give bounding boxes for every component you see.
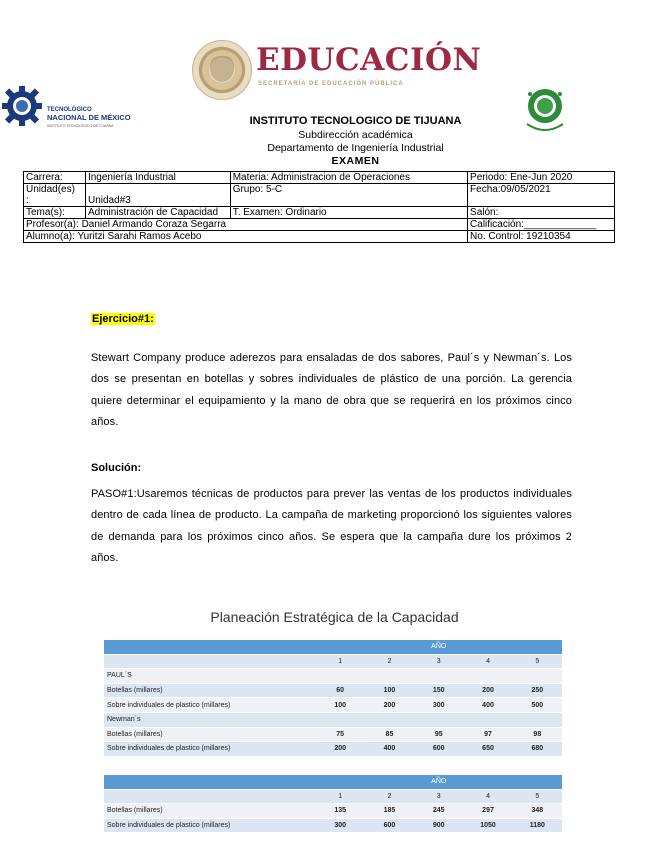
capacity-table-title: Planeación Estratégica de la Capacidad bbox=[210, 609, 459, 625]
table-cell: 85 bbox=[365, 727, 414, 742]
subdirection: Subdirección académica bbox=[298, 129, 413, 141]
alumno-value: Alumno(a): Yuritzi Sarahi Ramos Acebo bbox=[24, 231, 468, 243]
table-cell: 500 bbox=[513, 698, 562, 713]
table-row bbox=[104, 727, 562, 742]
periodo-value: Periodo: Ene-Jun 2020 bbox=[468, 172, 615, 184]
table-row bbox=[104, 804, 562, 819]
table-cell: 150 bbox=[414, 683, 463, 698]
table-cell bbox=[316, 669, 365, 684]
table-cell: 100 bbox=[316, 698, 365, 713]
table-row bbox=[104, 683, 562, 698]
table-cell: 185 bbox=[365, 804, 414, 819]
table-cell: 98 bbox=[513, 727, 562, 742]
table-cell bbox=[316, 712, 365, 727]
table-cell: 1050 bbox=[463, 818, 512, 833]
table-row bbox=[104, 818, 562, 833]
table-cell: 400 bbox=[463, 698, 512, 713]
year-cell: 2 bbox=[365, 789, 414, 804]
table-cell bbox=[414, 669, 463, 684]
unidad-value: Unidad#3 bbox=[85, 184, 230, 207]
table-row bbox=[24, 207, 615, 219]
year-row bbox=[104, 789, 562, 804]
row-label: PAUL´S bbox=[104, 669, 316, 684]
table-cell: 200 bbox=[316, 742, 365, 757]
fecha-value: Fecha:09/05/2021 bbox=[468, 184, 615, 207]
row-label: Newman´s bbox=[104, 712, 316, 727]
table-header-row bbox=[104, 640, 562, 654]
table-cell: 1180 bbox=[513, 818, 562, 833]
table-row bbox=[104, 698, 562, 713]
table-cell: 650 bbox=[463, 742, 512, 757]
table-cell: 97 bbox=[463, 727, 512, 742]
year-cell: 5 bbox=[513, 789, 562, 804]
row-label: Sobre individuales de plastico (millares) bbox=[104, 742, 316, 757]
year-cell: 4 bbox=[463, 789, 512, 804]
row-label: Sobre individuales de plastico (millares) bbox=[104, 818, 316, 833]
table-row bbox=[104, 712, 562, 727]
table-cell: 300 bbox=[316, 818, 365, 833]
solution-paragraph: PASO#1:Usaremos técnicas de productos para prever las ventas de los productos individuales dentro de cada línea de producto. La campaña de marketing proporcionó los siguientes valores de demanda para los próximos cinco años. Se espera que la campaña dure los próximos 2 años. bbox=[91, 488, 572, 564]
table-cell: 600 bbox=[365, 818, 414, 833]
table-row bbox=[24, 219, 615, 231]
row-label: Botellas (millares) bbox=[104, 804, 316, 819]
year-header: AÑO bbox=[316, 640, 562, 654]
grupo-value: Grupo: 5-C bbox=[230, 184, 467, 207]
year-cell: 3 bbox=[414, 789, 463, 804]
table-cell bbox=[414, 712, 463, 727]
sep-seal-logo bbox=[192, 40, 252, 100]
table-cell bbox=[365, 669, 414, 684]
capacity-table-totals bbox=[104, 775, 562, 833]
tipo-examen-value: T. Examen: Ordinario bbox=[230, 207, 467, 219]
calificacion-value: Calificación:_____________ bbox=[468, 219, 615, 231]
table-cell bbox=[513, 712, 562, 727]
tema-value: Administración de Capacidad bbox=[85, 207, 230, 219]
table-cell: 600 bbox=[414, 742, 463, 757]
unidad-label: Unidad(es) : bbox=[24, 184, 86, 207]
table-cell: 60 bbox=[316, 683, 365, 698]
row-label: Sobre individuales de plastico (millares) bbox=[104, 698, 316, 713]
table-cell: 200 bbox=[365, 698, 414, 713]
capacity-table-products bbox=[104, 640, 562, 757]
tema-label: Tema(s): bbox=[24, 207, 86, 219]
institute-name: INSTITUTO TECNOLOGICO DE TIJUANA bbox=[249, 115, 462, 127]
table-cell: 250 bbox=[513, 683, 562, 698]
brand-subtitle: SECRETARÍA DE EDUCACIÓN PÚBLICA bbox=[258, 81, 404, 87]
year-cell: 3 bbox=[414, 654, 463, 669]
table-cell: 300 bbox=[414, 698, 463, 713]
table-row bbox=[24, 184, 615, 207]
exercise-title: Ejercicio#1: bbox=[92, 313, 154, 325]
table-cell bbox=[463, 712, 512, 727]
carrera-label: Carrera: bbox=[24, 172, 86, 184]
row-label: Botellas (millares) bbox=[104, 727, 316, 742]
table-cell: 348 bbox=[513, 804, 562, 819]
carrera-value: Ingeniería Industrial bbox=[85, 172, 230, 184]
profesor-value: Profesor(a): Daniel Armando Coraza Segarra bbox=[24, 219, 468, 231]
table-cell: 245 bbox=[414, 804, 463, 819]
table-cell: 100 bbox=[365, 683, 414, 698]
table-cell bbox=[513, 669, 562, 684]
table-cell: 400 bbox=[365, 742, 414, 757]
tecnm-wordmark: TECNOLÓGICO NACIONAL DE MÉXICO INSTITUTO TECNOLÓGICO DE TIJUANA bbox=[47, 107, 131, 128]
materia-value: Materia: Administracion de Operaciones bbox=[230, 172, 467, 184]
exercise-paragraph: Stewart Company produce aderezos para ensaladas de dos sabores, Paul´s y Newman´s. Los dos se presentan en botellas y sobres individuales de plástico de una porción. La gerencia quiere determinar el equipamiento y la mano de obra que se requerirá en los próximos cinco años. bbox=[91, 352, 572, 428]
table-row bbox=[24, 172, 615, 184]
table-header-row bbox=[104, 775, 562, 789]
table-cell: 95 bbox=[414, 727, 463, 742]
year-cell: 1 bbox=[316, 789, 365, 804]
solution-label: Solución: bbox=[91, 462, 142, 474]
exam-heading: EXAMEN bbox=[331, 155, 380, 167]
year-row bbox=[104, 654, 562, 669]
table-cell: 200 bbox=[463, 683, 512, 698]
table-row bbox=[104, 669, 562, 684]
exam-info-table bbox=[23, 171, 615, 243]
brand-title: EDUCACIÓN bbox=[256, 42, 482, 78]
table-cell: 680 bbox=[513, 742, 562, 757]
table-cell: 135 bbox=[316, 804, 365, 819]
department: Departamento de Ingeniería Industrial bbox=[267, 142, 444, 154]
table-cell bbox=[463, 669, 512, 684]
year-header: AÑO bbox=[316, 775, 562, 789]
table-row bbox=[104, 742, 562, 757]
year-cell: 2 bbox=[365, 654, 414, 669]
row-label: Botellas (millares) bbox=[104, 683, 316, 698]
table-row bbox=[24, 231, 615, 243]
control-value: No. Control: 19210354 bbox=[468, 231, 615, 243]
year-cell: 5 bbox=[513, 654, 562, 669]
table-cell: 900 bbox=[414, 818, 463, 833]
table-cell: 75 bbox=[316, 727, 365, 742]
table-cell: 297 bbox=[463, 804, 512, 819]
table-cell bbox=[365, 712, 414, 727]
year-cell: 4 bbox=[463, 654, 512, 669]
year-cell: 1 bbox=[316, 654, 365, 669]
salon-value: Salón: bbox=[468, 207, 615, 219]
